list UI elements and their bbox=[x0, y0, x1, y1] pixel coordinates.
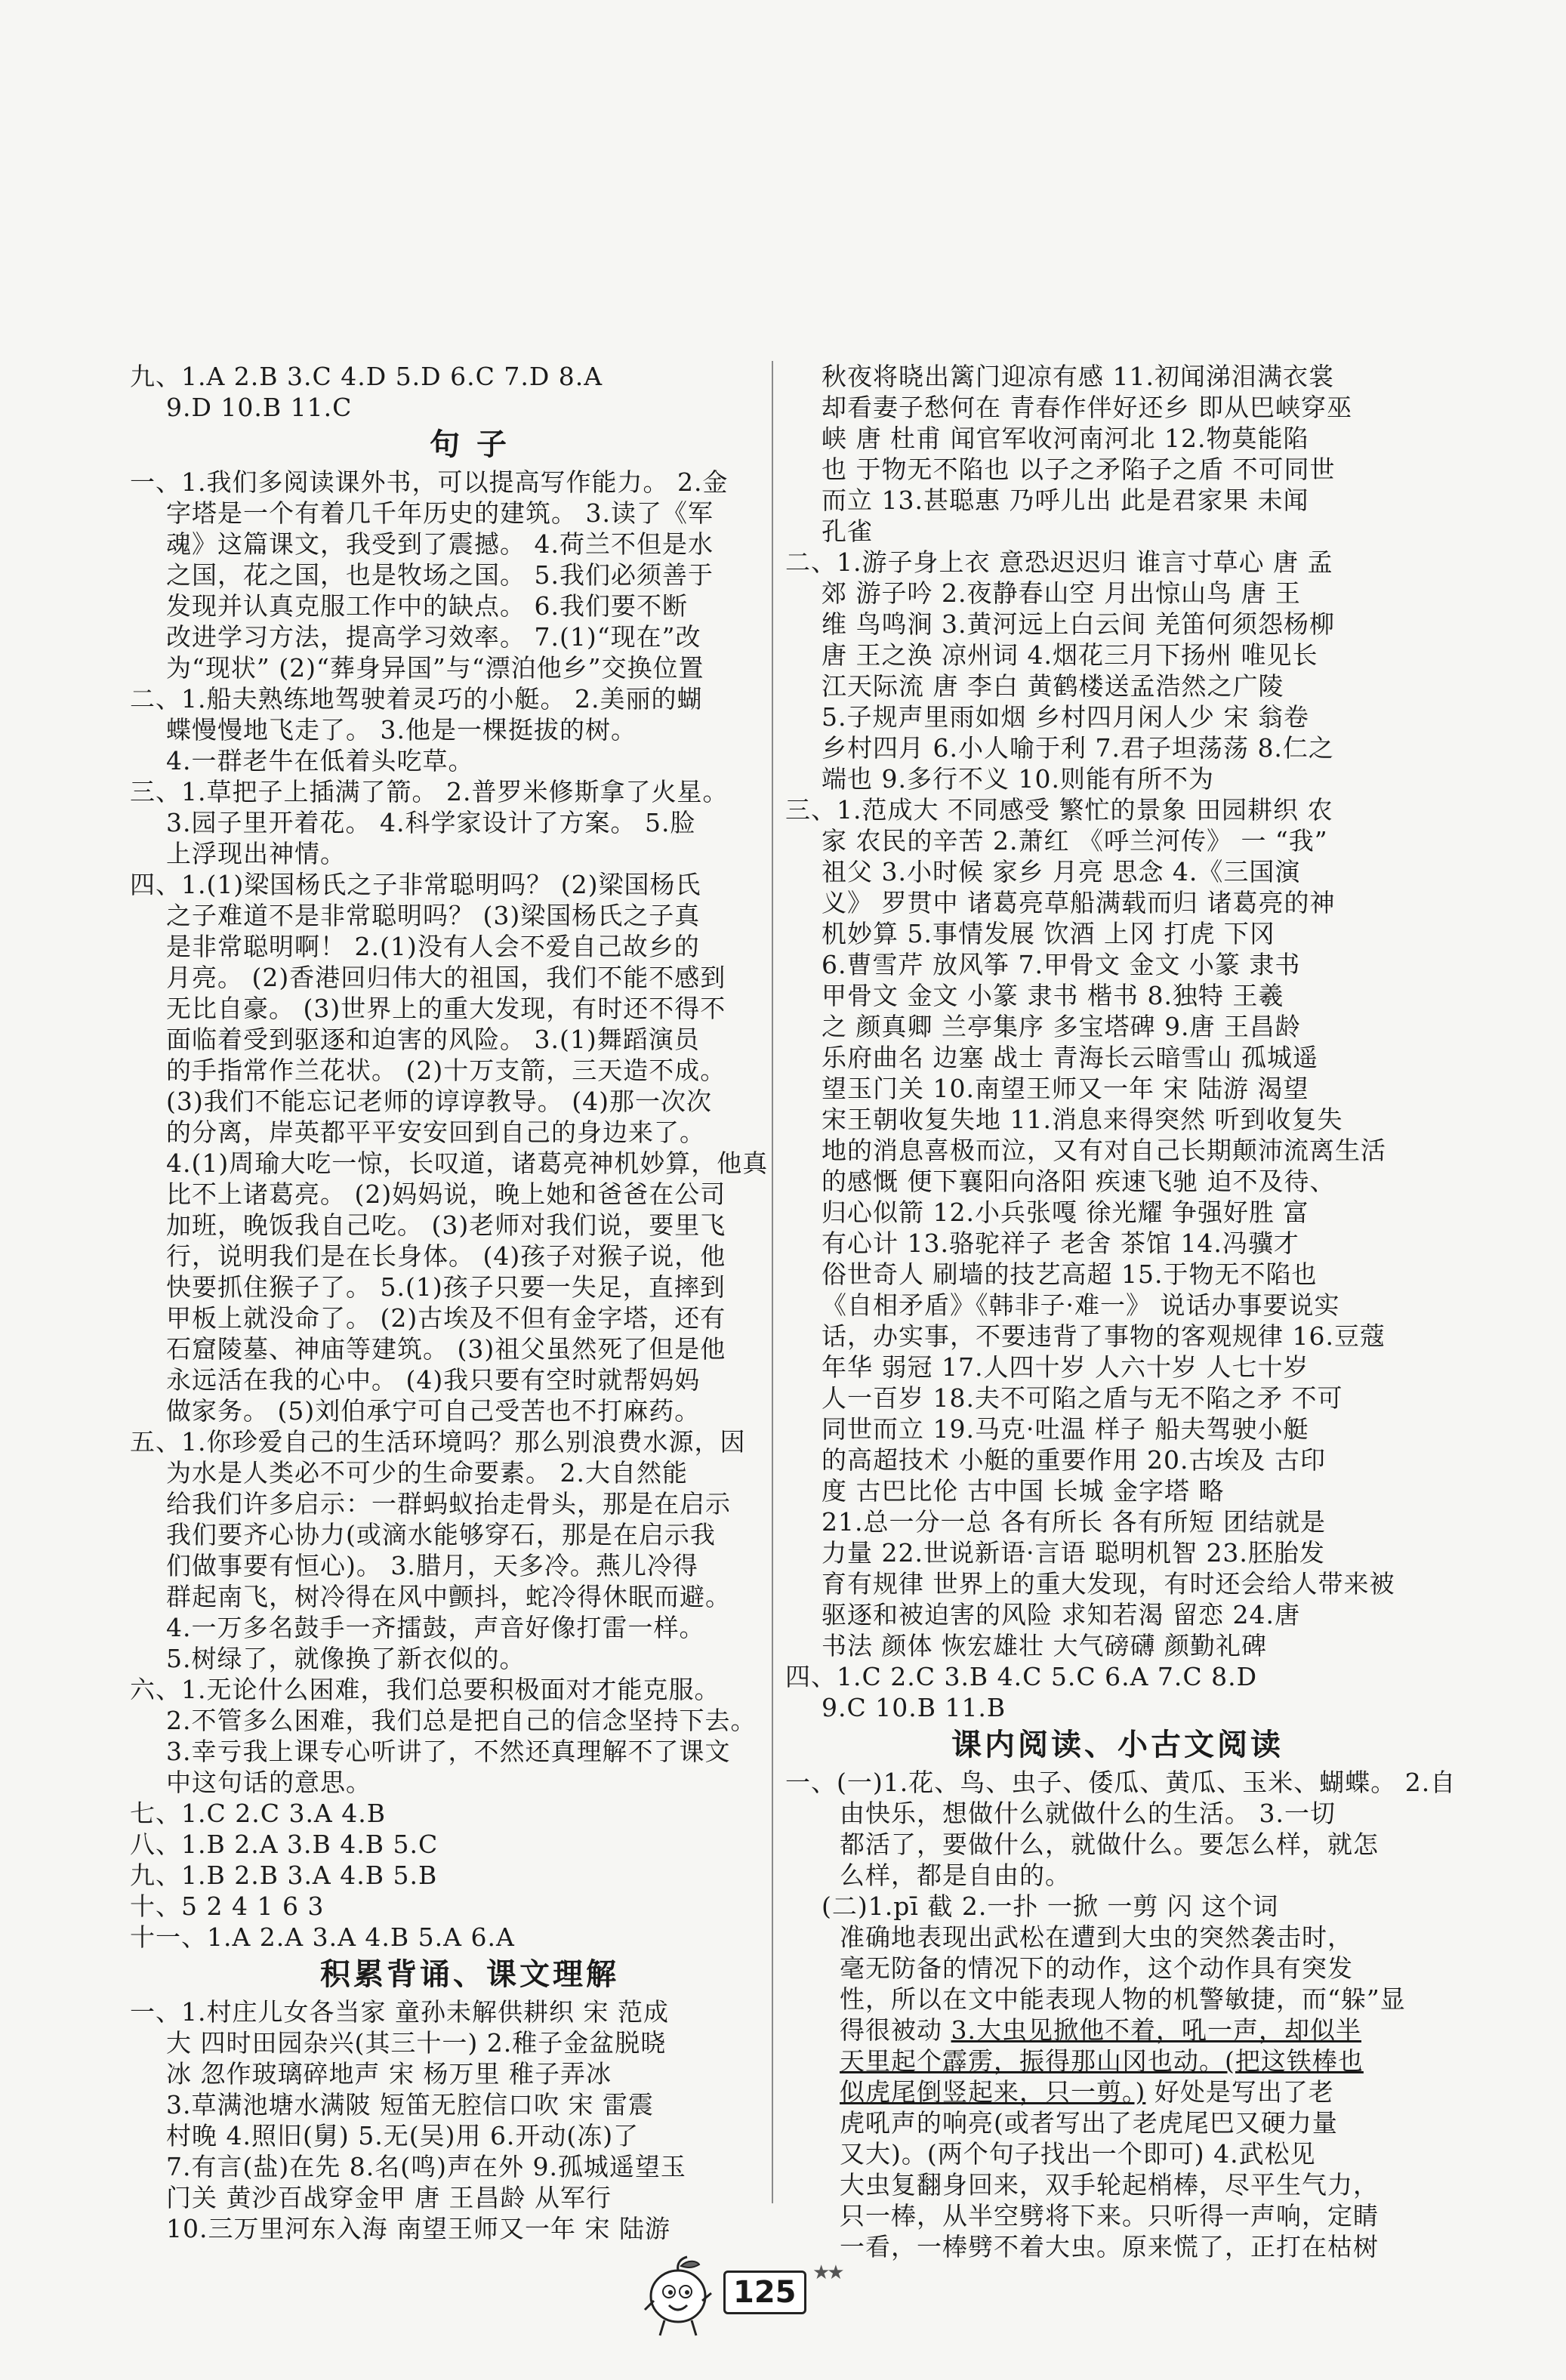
answer-line bbox=[785, 2046, 1450, 2076]
underlined-quote: 天里起个霹雳，振得那山冈也动。(把这铁棒也 bbox=[840, 2046, 1364, 2076]
answer-line: 行，说明我们是在长身体。 (4)孩子对猴子说，他 bbox=[166, 1241, 726, 1271]
answer-line: 地的消息喜极而泣，又有对自己长期颠沛流离生活 bbox=[822, 1136, 1386, 1165]
answer-line: 八、1.B 2.A 3.B 4.B 5.C bbox=[130, 1830, 439, 1859]
answer-line: 是非常聪明啊！ 2.(1)没有人会不爱自己故乡的 bbox=[166, 932, 700, 961]
answer-line: 三、1.草把子上插满了箭。 2.普罗米修斯拿了火星。 bbox=[130, 777, 729, 806]
answer-line: 九、1.B 2.B 3.A 4.B 5.B bbox=[130, 1861, 438, 1890]
answer-line: 5.子规声里雨如烟 乡村四月闲人少 宋 翁卷 bbox=[822, 702, 1309, 732]
answer-line: (3)我们不能忘记老师的谆谆教导。 (4)那一次次 bbox=[166, 1087, 712, 1116]
answer-line: 由快乐，想做什么就做什么的生活。 3.一切 bbox=[840, 1799, 1336, 1828]
answer-line: 蝶慢慢地飞走了。 3.他是一棵挺拔的树。 bbox=[166, 715, 637, 745]
answer-line: 门关 黄沙百战穿金甲 唐 王昌龄 从军行 bbox=[166, 2183, 612, 2212]
answer-line: 一、(一)1.花、鸟、虫子、倭瓜、黄瓜、玉米、蝴蝶。 2.自 bbox=[785, 1768, 1457, 1797]
section-heading: 句 子 bbox=[430, 427, 510, 462]
answer-line: 却看妻子愁何在 青春作伴好还乡 即从巴峡穿巫 bbox=[822, 393, 1352, 422]
answer-line: 乡村四月 6.小人喻于利 7.君子坦荡荡 8.仁之 bbox=[822, 733, 1334, 763]
answer-line: 都活了，要做什么，就做什么。要怎么样，就怎 bbox=[840, 1830, 1379, 1859]
answer-line: 也 于物无不陷也 以子之矛陷子之盾 不可同世 bbox=[822, 455, 1336, 484]
answer-line: 端也 9.多行不义 10.则能有所不为 bbox=[822, 764, 1214, 794]
answer-line: 加班，晚饭我自己吃。 (3)老师对我们说，要里飞 bbox=[166, 1210, 726, 1240]
answer-line: 祖父 3.小时候 家乡 月亮 思念 4.《三国演 bbox=[822, 857, 1301, 886]
answer-line: 3.草满池塘水满陂 短笛无腔信口吹 宋 雷震 bbox=[166, 2090, 654, 2119]
answer-line: 之 颜真卿 兰亭集序 多宝塔碑 9.唐 王昌龄 bbox=[822, 1012, 1301, 1041]
answer-line: 比不上诸葛亮。 (2)妈妈说，晚上她和爸爸在公司 bbox=[166, 1179, 726, 1209]
column-divider bbox=[772, 361, 773, 2203]
answer-line: 的高超技术 小艇的重要作用 20.古埃及 古印 bbox=[822, 1445, 1326, 1475]
answer-line: 三、1.范成大 不同感受 繁忙的景象 田园耕织 农 bbox=[785, 795, 1333, 825]
answer-line: 4.一万多名鼓手一齐擂鼓，声音好像打雷一样。 bbox=[166, 1613, 705, 1642]
answer-line: 只一棒，从半空劈将下来。只听得一声响，定睛 bbox=[840, 2201, 1379, 2230]
answer-line: 书法 颜体 恢宏雄壮 大气磅礴 颜勤礼碑 bbox=[822, 1631, 1267, 1660]
answer-line: 发现并认真克服工作中的缺点。 6.我们要不断 bbox=[166, 591, 688, 621]
answer-line: 9.D 10.B 11.C bbox=[166, 393, 353, 422]
answer-line: 毫无防备的情况下的动作，这个动作具有突发 bbox=[840, 1953, 1353, 1983]
answer-line: 的手指常作兰花状。 (2)十万支箭，三天造不成。 bbox=[166, 1056, 726, 1085]
answer-line: 话，办实事，不要违背了事物的客观规律 16.豆蔻 bbox=[822, 1321, 1386, 1351]
answer-line: 义》 罗贯中 诸葛亮草船满载而归 诸葛亮的神 bbox=[822, 888, 1336, 917]
answer-line: 望玉门关 10.南望王师又一年 宋 陆游 渴望 bbox=[822, 1074, 1309, 1103]
answer-line: 的感慨 便下襄阳向洛阳 疾速飞驰 迫不及待、 bbox=[822, 1167, 1336, 1196]
answer-line: 10.三万里河东入海 南望王师又一年 宋 陆游 bbox=[166, 2214, 670, 2243]
answer-line: 上浮现出神情。 bbox=[166, 839, 346, 868]
answer-line: 永远活在我的心中。 (4)我只要有空时就帮妈妈 bbox=[166, 1365, 701, 1395]
answer-line: 秋夜将晓出篱门迎凉有感 11.初闻涕泪满衣裳 bbox=[822, 362, 1334, 391]
answer-line: 甲板上就没命了。 (2)古埃及不但有金字塔，还有 bbox=[166, 1303, 726, 1333]
answer-line: 们做事要有恒心)。 3.腊月，天多冷。燕儿冷得 bbox=[166, 1551, 698, 1580]
answer-line: 21.总一分一总 各有所长 各有所短 团结就是 bbox=[822, 1507, 1326, 1537]
answer-line bbox=[785, 2076, 1450, 2107]
answer-line: 六、1.无论什么困难，我们总要积极面对才能克服。 bbox=[130, 1675, 720, 1704]
answer-text: 好处是写出了老 bbox=[1145, 2077, 1334, 2107]
answer-line: 的分离，岸英都平平安安回到自己的身边来了。 bbox=[166, 1118, 705, 1147]
answer-line: 7.有言(盐)在先 8.名(鸣)声在外 9.孤城遥望玉 bbox=[166, 2152, 686, 2181]
answer-line: 冰 忽作玻璃碎地声 宋 杨万里 稚子弄冰 bbox=[166, 2059, 612, 2089]
answer-line: 人一百岁 18.夫不可陷之盾与无不陷之矛 不可 bbox=[822, 1383, 1343, 1413]
answer-line: 二、1.游子身上衣 意恐迟迟归 谁言寸草心 唐 孟 bbox=[785, 547, 1333, 577]
answer-line: 月亮。 (2)香港回归伟大的祖国，我们不能不感到 bbox=[166, 963, 726, 992]
answer-line: 3.园子里开着花。 4.科学家设计了方案。 5.脸 bbox=[166, 808, 696, 837]
answer-line: 驱逐和被迫害的风险 求知若渴 留恋 24.唐 bbox=[822, 1600, 1300, 1629]
answer-line: 江天际流 唐 李白 黄鹤楼送孟浩然之广陵 bbox=[822, 671, 1284, 701]
answer-line: 有心计 13.骆驼祥子 老舍 茶馆 14.冯骥才 bbox=[822, 1229, 1299, 1258]
answer-line: 之国，花之国，也是牧场之国。 5.我们必须善于 bbox=[166, 560, 714, 590]
answer-line bbox=[785, 2015, 1450, 2046]
answer-line: 做家务。 (5)刘伯承宁可自己受苦也不打麻药。 bbox=[166, 1396, 701, 1426]
answer-line: 峡 唐 杜甫 闻官军收河南河北 12.物莫能陷 bbox=[822, 424, 1309, 453]
answer-line: (二)1.pī 截 2.一扑 一掀 一剪 闪 这个词 bbox=[822, 1891, 1279, 1921]
section-heading: 积累背诵、课文理解 bbox=[320, 1957, 619, 1992]
answer-line: 给我们许多启示：一群蚂蚁抬走骨头，那是在启示 bbox=[166, 1489, 731, 1518]
answer-line: 同世而立 19.马克·吐温 样子 船夫驾驶小艇 bbox=[822, 1414, 1309, 1444]
answer-line: 归心似箭 12.小兵张嘎 徐光耀 争强好胜 富 bbox=[822, 1198, 1309, 1227]
answer-line: 俗世奇人 刷墙的技艺高超 15.于物无不陷也 bbox=[822, 1259, 1318, 1289]
answer-line: 无比自豪。 (3)世界上的重大发现，有时还不得不 bbox=[166, 994, 726, 1023]
answer-line: 9.C 10.B 11.B bbox=[822, 1693, 1006, 1722]
answer-line: 二、1.船夫熟练地驾驶着灵巧的小艇。 2.美丽的蝴 bbox=[130, 684, 703, 714]
answer-line: 郊 游子吟 2.夜静春山空 月出惊山鸟 唐 王 bbox=[822, 578, 1301, 608]
page-number: 125 bbox=[723, 2271, 806, 2314]
answer-line: 6.曹雪芹 放风筝 7.甲骨文 金文 小篆 隶书 bbox=[822, 950, 1301, 979]
answer-line: 育有规律 世界上的重大发现，有时还会给人带来被 bbox=[822, 1569, 1395, 1598]
answer-line: 村晚 4.照旧(舅) 5.无(吴)用 6.开动(冻)了 bbox=[166, 2121, 640, 2150]
underlined-quote: 3.大虫见掀他不着，吼一声，却似半 bbox=[951, 2015, 1361, 2045]
page-footer bbox=[627, 2254, 944, 2345]
apple-mascot-icon bbox=[642, 2254, 714, 2338]
answer-line: 十、5 2 4 1 6 3 bbox=[130, 1891, 325, 1921]
answer-line: 快要抓住猴子了。 5.(1)孩子只要一失足，直摔到 bbox=[166, 1272, 726, 1302]
left-column bbox=[130, 361, 809, 2244]
answer-line: 度 古巴比伦 古中国 长城 金字塔 略 bbox=[822, 1476, 1225, 1506]
answer-line: 甲骨文 金文 小篆 隶书 楷书 8.独特 王羲 bbox=[822, 981, 1284, 1010]
answer-line: 4.(1)周瑜大吃一惊，长叹道，诸葛亮神机妙算，他真 bbox=[166, 1148, 769, 1178]
answer-line: 一看，一棒劈不着大虫。原来慌了，正打在枯树 bbox=[840, 2232, 1379, 2261]
answer-line: 力量 22.世说新语·言语 聪明机智 23.胚胎发 bbox=[822, 1538, 1325, 1568]
answer-line: 大 四时田园杂兴(其三十一) 2.稚子金盆脱晓 bbox=[166, 2028, 667, 2058]
answer-line: 面临着受到驱逐和迫害的风险。 3.(1)舞蹈演员 bbox=[166, 1025, 700, 1054]
answer-line: 3.幸亏我上课专心听讲了，不然还真理解不了课文 bbox=[166, 1737, 731, 1766]
answer-line: 孔雀 bbox=[822, 516, 873, 546]
answer-line: 维 鸟鸣涧 3.黄河远上白云间 羌笛何须怨杨柳 bbox=[822, 609, 1335, 639]
answer-line: 2.不管多么困难，我们总是把自己的信念坚持下去。 bbox=[166, 1706, 757, 1735]
answer-line: 四、1.C 2.C 3.B 4.C 5.C 6.A 7.C 8.D bbox=[785, 1662, 1258, 1691]
answer-line: 为水是人类必不可少的生命要素。 2.大自然能 bbox=[166, 1458, 688, 1488]
answer-line: 又大)。(两个句子找出一个即可) 4.武松见 bbox=[840, 2139, 1316, 2169]
answer-line: 么样，都是自由的。 bbox=[840, 1861, 1071, 1890]
answer-line: 5.树绿了，就像换了新衣似的。 bbox=[166, 1644, 526, 1673]
answer-line: 虎吼声的响亮(或者写出了老虎尾巴又硬力量 bbox=[840, 2108, 1338, 2138]
answer-line: 我们要齐心协力(或滴水能够穿石，那是在启示我 bbox=[166, 1520, 716, 1549]
underlined-quote: 似虎尾倒竖起来，只一剪。) bbox=[840, 2077, 1146, 2107]
answer-line: 4.一群老牛在低着头吃草。 bbox=[166, 746, 474, 775]
answer-line: 年华 弱冠 17.人四十岁 人六十岁 人七十岁 bbox=[822, 1352, 1309, 1382]
section-heading: 课内阅读、小古文阅读 bbox=[951, 1728, 1284, 1762]
answer-line: 乐府曲名 边塞 战士 青海长云暗雪山 孤城遥 bbox=[822, 1043, 1318, 1072]
answer-line: 之子难道不是非常聪明吗？ (3)梁国杨氏之子真 bbox=[166, 901, 701, 930]
answer-line: 字塔是一个有着几千年历史的建筑。 3.读了《军 bbox=[166, 498, 714, 528]
answer-text: 得很被动 bbox=[840, 2015, 951, 2045]
answer-line: 中这句话的意思。 bbox=[166, 1768, 371, 1797]
answer-line: 九、1.A 2.B 3.C 4.D 5.D 6.C 7.D 8.A bbox=[130, 362, 603, 391]
answer-line: 七、1.C 2.C 3.A 4.B bbox=[130, 1799, 386, 1828]
right-column bbox=[785, 361, 1457, 2262]
answer-line: 为“现状” (2)“葬身异国”与“漂泊他乡”交换位置 bbox=[166, 653, 704, 683]
answer-line: 四、1.(1)梁国杨氏之子非常聪明吗？ (2)梁国杨氏 bbox=[130, 870, 701, 899]
answer-line: 一、1.村庄儿女各当家 童孙未解供耕织 宋 范成 bbox=[130, 1997, 669, 2027]
answer-line: 石窟陵墓、神庙等建筑。 (3)祖父虽然死了但是他 bbox=[166, 1334, 726, 1364]
answer-line: 一、1.我们多阅读课外书，可以提高写作能力。 2.金 bbox=[130, 467, 729, 497]
answer-line: 群起南飞，树冷得在风中颤抖，蛇冷得休眠而避。 bbox=[166, 1582, 731, 1611]
answer-line: 五、1.你珍爱自己的生活环境吗？那么别浪费水源，因 bbox=[130, 1427, 746, 1457]
answer-line: 十一、1.A 2.A 3.A 4.B 5.A 6.A bbox=[130, 1922, 515, 1952]
answer-line: 准确地表现出武松在遭到大虫的突然袭击时， bbox=[840, 1922, 1353, 1952]
answer-line: 《自相矛盾》《韩非子·难一》 说话办事要说实 bbox=[822, 1290, 1340, 1320]
star-decoration-icon: ★★ bbox=[812, 2261, 842, 2284]
answer-line: 大虫复翻身回来，双手轮起梢棒，尽平生气力， bbox=[840, 2170, 1379, 2200]
answer-line: 机妙算 5.事情发展 饮酒 上冈 打虎 下冈 bbox=[822, 919, 1275, 948]
answer-line: 家 农民的辛苦 2.萧红 《呼兰河传》 一 “我” bbox=[822, 826, 1328, 856]
answer-line: 而立 13.甚聪惠 乃呼儿出 此是君家果 未闻 bbox=[822, 486, 1309, 515]
answer-line: 性，所以在文中能表现人物的机警敏捷，而“躲”显 bbox=[840, 1984, 1406, 2014]
answer-line: 改进学习方法，提高学习效率。 7.(1)“现在”改 bbox=[166, 622, 701, 652]
answer-line: 魂》这篇课文，我受到了震撼。 4.荷兰不但是水 bbox=[166, 529, 714, 559]
answer-line: 唐 王之涣 凉州词 4.烟花三月下扬州 唯见长 bbox=[822, 640, 1318, 670]
answer-line: 宋王朝收复失地 11.消息来得突然 听到收复失 bbox=[822, 1105, 1343, 1134]
